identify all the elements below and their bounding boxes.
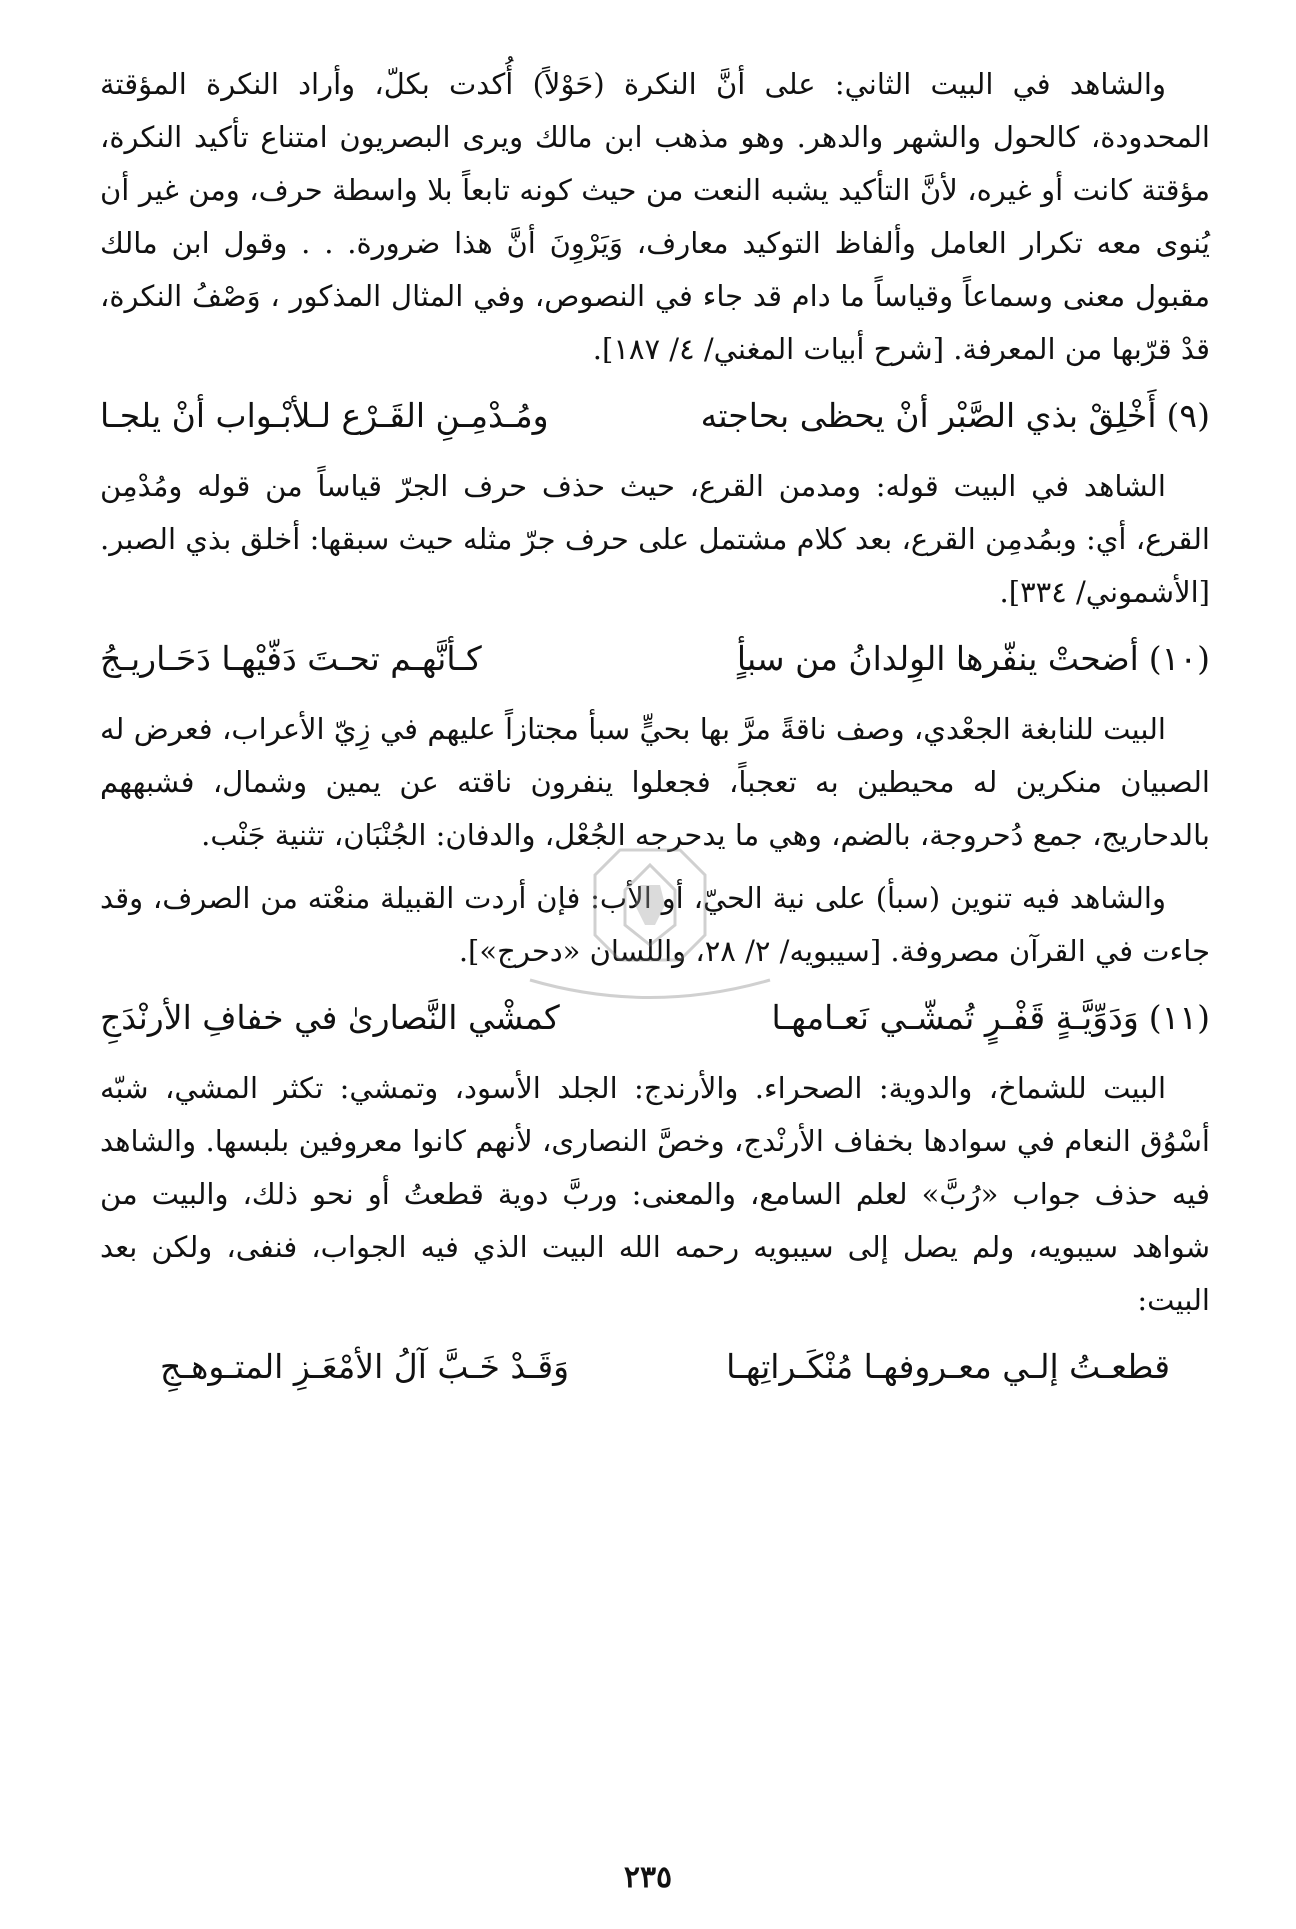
page-content (100, 58, 1210, 1411)
verse-continuation-second-hemistich: وَقَـدْ خَـبَّ آلُ الأمْعَـزِ المتـوهـجِ (160, 1347, 570, 1386)
verse-10 (100, 629, 1210, 689)
verse-continuation (100, 1337, 1210, 1397)
verse-11-first-hemistich (772, 988, 1210, 1048)
verse-10-number: (١٠) (1148, 639, 1210, 678)
verse-9-number: (٩) (1166, 396, 1210, 435)
paragraph-explanation-3: البيت للنابغة الجعْدي، وصف ناقةً مرَّ بها بحيٍّ سبأ مجتازاً عليهم في زِيّ الأعراب، فعرض له الصبيان منكرين له محيطين به تعجباً، فجعلوا ينفرون ناقته عن يمين وشمال، فشبههم بالدحاريج، جمع دُحروجة، بالضم، وهي ما يدحرجه الجُعْل، والدفان: الجُنْبَان، تثنية جَنْب. (100, 712, 1210, 852)
paragraph-explanation-2: الشاهد في البيت قوله: ومدمن القرع، حيث حذف حرف الجرّ قياساً من قوله ومُدْمِن القرع، أي: وبمُدمِن القرع، بعد كلام مشتمل على حرف جرّ مثله حيث سبقها: أخلق بذي الصبر. [الأشموني/ ٣٣٤]. (100, 469, 1210, 609)
verse-10-first-hemistich (737, 629, 1210, 689)
paragraph-explanation-4: والشاهد فيه تنوين (سبأ) على نية الحيّ، أو الأب: فإن أردت القبيلة منعْته من الصرف، وقد جاءت في القرآن مصروفة. [سيبويه/ ٢/ ٢٨، واللسان «دحرج»]. (100, 881, 1210, 968)
verse-continuation-first-hemistich: قطعـتُ إلـي معـروفهـا مُنْكَـراتِهـا (726, 1347, 1170, 1386)
verse-11-second-hemistich: كمشْي النَّصارىٰ في خفافِ الأرنْدَجِ (100, 998, 560, 1037)
watermark-seal-icon (490, 830, 810, 1040)
verse-11-number: (١١) (1148, 998, 1210, 1037)
verse-10-first-text: أضحتْ ينفّرها الوِلدانُ من سبأٍ (736, 639, 1139, 678)
paragraph-explanation-5: البيت للشماخ، والدوية: الصحراء. والأرندج: الجلد الأسود، وتمشي: تكثر المشي، شبّه أسْوُق النعام في سوادها بخفاف الأرنْدج، وخصَّ النصارى، لأنهم كانوا معروفين بلبسها. والشاهد فيه حذف جواب «رُبَّ» لعلم السامع، والمعنى: وربَّ دوية قطعتُ أو نحو ذلك، والبيت من شواهد سيبويه، ولم يصل إلى سيبويه رحمه الله البيت الذي فيه الجواب، فنفى، ولكن بعد البيت: (100, 1071, 1210, 1317)
verse-9 (100, 386, 1210, 446)
paragraph-explanation-1: والشاهد في البيت الثاني: على أنَّ النكرة (حَوْلاً) أُكدت بكلّ، وأراد النكرة المؤقتة المحدودة، كالحول والشهر والدهر. وهو مذهب ابن مالك ويرى البصريون امتناع تأكيد النكرة، مؤقتة كانت أو غيره، لأنَّ التأكيد يشبه النعت من حيث كونه تابعاً بلا واسطة حرف، ومن غير أن يُنوى معه تكرار العامل وألفاظ التوكيد معارف، وَيَرْوِنَ أنَّ هذا ضرورة. . . وقول ابن مالك مقبول معنى وسماعاً وقياساً ما دام قد جاء في النصوص، وفي المثال المذكور ، وَصْفُ النكرة، قدْ قرّبها من المعرفة. [شرح أبيات المغني/ ٤/ ١٨٧]. (100, 67, 1210, 366)
page-number: ٢٣٥ (623, 1860, 673, 1895)
verse-11-first-text: وَدَوِّيَّـةٍ قَفْـرٍ تُمشّـي نَعـامهـا (771, 998, 1139, 1037)
verse-10-second-hemistich: كـأنَّهـم تحـتَ دَفّيْهـا دَحَـاريـجُ (100, 639, 482, 678)
verse-9-first-text: أَخْلِقْ بذي الصَّبْر أنْ يحظى بحاجته (700, 396, 1157, 435)
verse-9-first-hemistich (701, 386, 1210, 446)
verse-9-second-hemistich: ومُـدْمِـنِ القَـرْع لـلأبْـواب أنْ يلجـا (100, 396, 549, 435)
